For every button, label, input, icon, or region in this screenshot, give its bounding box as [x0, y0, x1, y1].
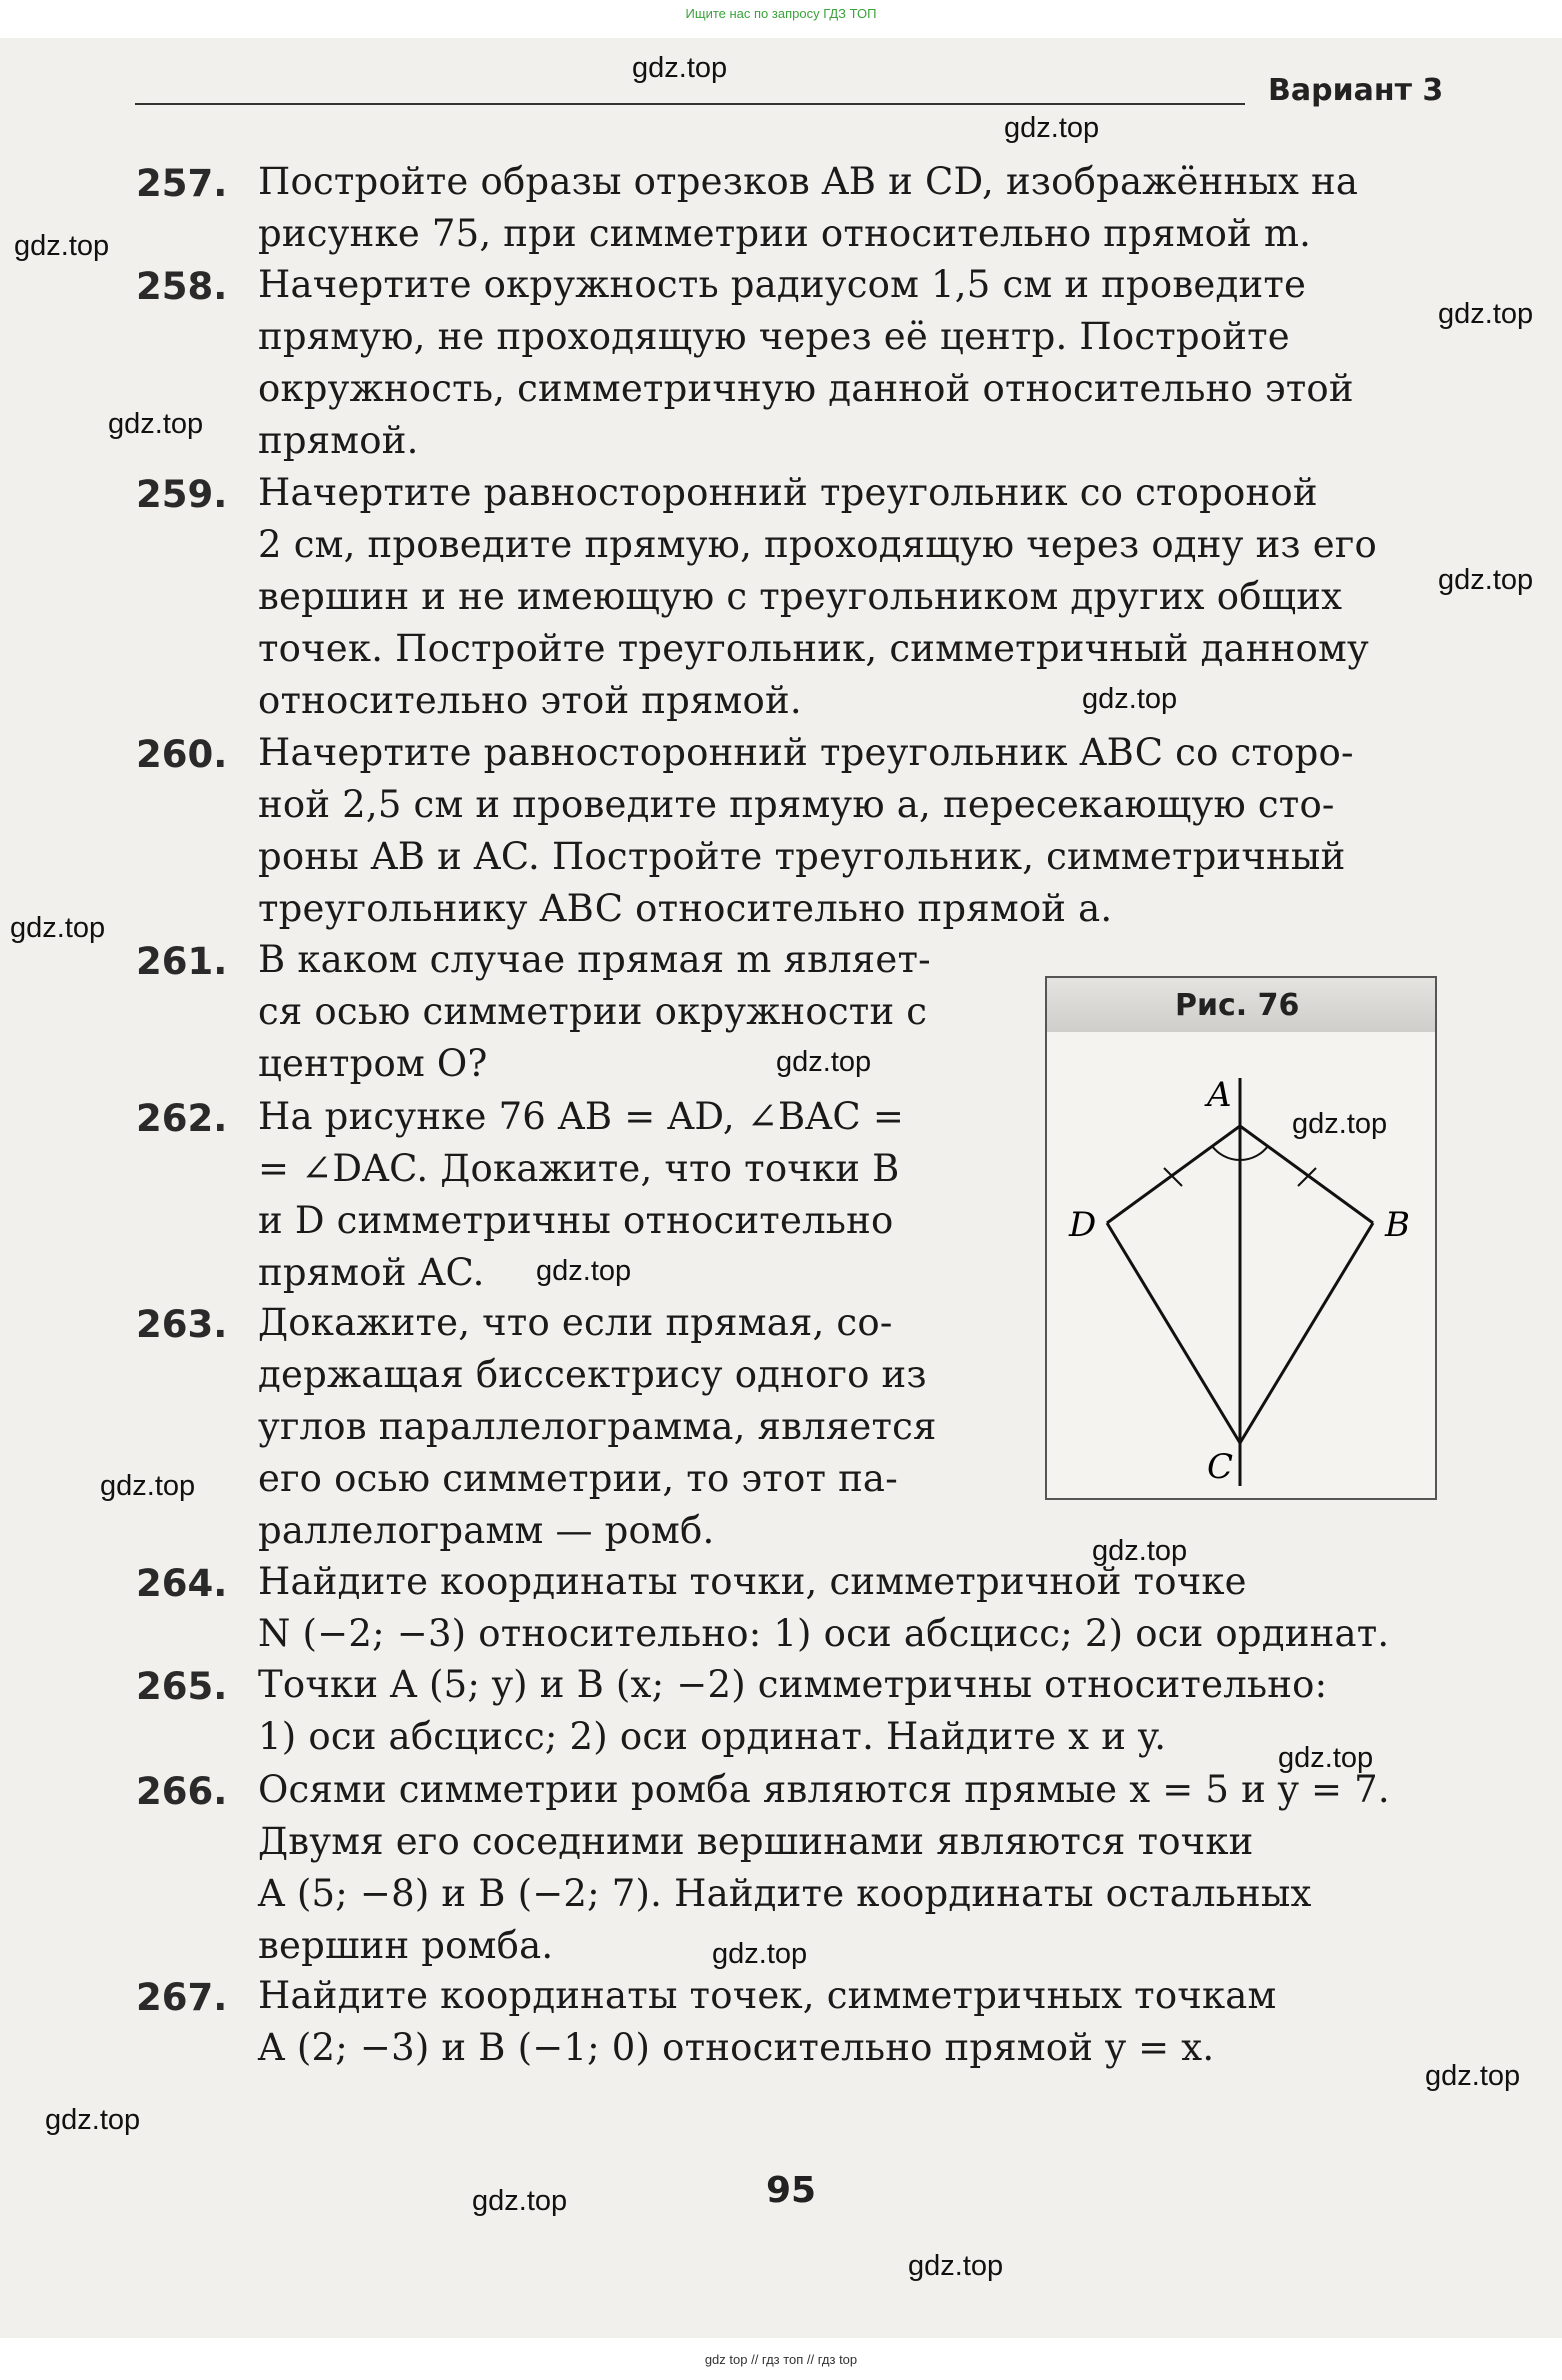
segment-dc [1107, 1223, 1240, 1443]
figure-title: Рис. 76 [1175, 988, 1300, 1023]
segment-bc [1240, 1223, 1373, 1443]
problem-line: Постройте образы отрезков AB и CD, изображённых на [258, 160, 1359, 203]
problem-number: 265. [136, 1665, 228, 1708]
watermark: gdz.top [1292, 1108, 1388, 1140]
watermark: gdz.top [1092, 1535, 1188, 1567]
problem-line: и D симметричны относительно [258, 1199, 894, 1242]
problem-number: 263. [136, 1303, 228, 1346]
label-b: B [1385, 1205, 1410, 1245]
watermark: gdz.top [1082, 683, 1178, 715]
kite-diagram [1047, 978, 1435, 1498]
problem-number: 258. [136, 265, 228, 308]
problem-line: точек. Постройте треугольник, симметричный данному [258, 627, 1369, 670]
problem-line: его осью симметрии, то этот па- [258, 1457, 898, 1500]
problem-line: 2 см, проведите прямую, проходящую через одну из его [258, 523, 1377, 566]
problem-line: прямую, не проходящую через её центр. Постройте [258, 315, 1290, 358]
problem-line: A (5; −8) и B (−2; 7). Найдите координаты остальных [258, 1872, 1312, 1915]
label-a: A [1207, 1075, 1232, 1115]
segment-ad [1107, 1126, 1240, 1223]
watermark: gdz.top [100, 1470, 196, 1502]
header-rule [135, 103, 1245, 105]
problem-line: углов параллелограмма, является [258, 1405, 937, 1448]
problem-line: Осями симметрии ромба являются прямые x = 5 и y = 7. [258, 1768, 1390, 1811]
watermark: gdz.top [1438, 298, 1534, 330]
problem-line: окружность, симметричную данной относительно этой [258, 367, 1354, 410]
problem-line: раллелограмм — ромб. [258, 1509, 715, 1552]
problem-line: = ∠DAC. Докажите, что точки B [258, 1147, 900, 1190]
watermark: gdz.top [472, 2185, 568, 2217]
watermark: gdz.top [10, 912, 106, 944]
problem-number: 266. [136, 1770, 228, 1813]
problem-line: вершин и не имеющую с треугольником других общих [258, 575, 1343, 618]
top-banner: Ищите нас по запросу ГДЗ ТОП [685, 6, 877, 21]
problem-line: Двумя его соседними вершинами являются точки [258, 1820, 1254, 1863]
problem-line: Точки A (5; y) и B (x; −2) симметричны относительно: [258, 1663, 1328, 1706]
problem-number: 267. [136, 1976, 228, 2019]
problem-line: 1) оси абсцисс; 2) оси ординат. Найдите x и y. [258, 1715, 1167, 1758]
problem-line: Найдите координаты точек, симметричных точкам [258, 1974, 1277, 2017]
watermark: gdz.top [1438, 564, 1534, 596]
problem-line: Найдите координаты точки, симметричной точке [258, 1560, 1247, 1603]
watermark: gdz.top [45, 2104, 141, 2136]
problem-line: На рисунке 76 AB = AD, ∠BAC = [258, 1095, 905, 1138]
bottom-banner: gdz top // гдз топ // гдз top [704, 2352, 858, 2367]
problem-number: 260. [136, 733, 228, 776]
problem-number: 261. [136, 940, 228, 983]
problem-number: 257. [136, 162, 228, 205]
problem-line: Начертите равносторонний треугольник ABC со сторо- [258, 731, 1354, 774]
watermark: gdz.top [1004, 112, 1100, 144]
problem-line: центром O? [258, 1042, 488, 1085]
watermark: gdz.top [712, 1938, 808, 1970]
label-d: D [1069, 1205, 1097, 1245]
problem-line: N (−2; −3) относительно: 1) оси абсцисс; 2) оси ординат. [258, 1612, 1390, 1655]
problem-number: 262. [136, 1097, 228, 1140]
problem-line: относительно этой прямой. [258, 679, 802, 722]
page-number: 95 [766, 2170, 817, 2211]
problem-line: В каком случае прямая m являет- [258, 938, 931, 981]
watermark: gdz.top [108, 408, 204, 440]
problem-line: вершин ромба. [258, 1924, 554, 1967]
variant-title: Вариант 3 [1268, 73, 1444, 108]
problem-number: 264. [136, 1562, 228, 1605]
problem-line: держащая биссектрису одного из [258, 1353, 927, 1396]
problem-line: прямой AC. [258, 1251, 485, 1294]
problem-line: прямой. [258, 419, 419, 462]
problem-line: рисунке 75, при симметрии относительно прямой m. [258, 212, 1312, 255]
problem-line: Докажите, что если прямая, со- [258, 1301, 893, 1344]
watermark: gdz.top [14, 230, 110, 262]
watermark: gdz.top [1425, 2060, 1521, 2092]
problem-line: треугольнику ABC относительно прямой a. [258, 887, 1113, 930]
problem-number: 259. [136, 473, 228, 516]
problem-line: Начертите окружность радиусом 1,5 см и проведите [258, 263, 1307, 306]
problem-line: A (2; −3) и B (−1; 0) относительно прямой y = x. [258, 2026, 1215, 2069]
problem-line: ной 2,5 см и проведите прямую a, пересекающую сто- [258, 783, 1335, 826]
watermark: gdz.top [908, 2250, 1004, 2282]
label-c: C [1207, 1447, 1234, 1487]
problem-line: Начертите равносторонний треугольник со стороной [258, 471, 1318, 514]
watermark: gdz.top [632, 52, 728, 84]
figure-76 [1045, 976, 1437, 1500]
watermark: gdz.top [1278, 1742, 1374, 1774]
watermark: gdz.top [776, 1046, 872, 1078]
watermark: gdz.top [536, 1255, 632, 1287]
problem-line: ся осью симметрии окружности с [258, 990, 928, 1033]
problem-line: роны AB и AC. Постройте треугольник, симметричный [258, 835, 1346, 878]
